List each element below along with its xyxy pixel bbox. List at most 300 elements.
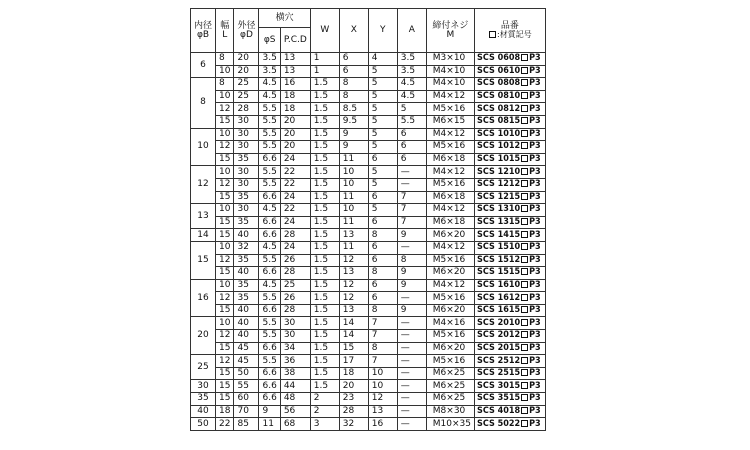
material-box-icon <box>521 231 528 238</box>
cell-width: 12 <box>216 178 234 191</box>
cell-side-hole-s: 5.5 <box>259 317 280 330</box>
cell-a: 7 <box>397 191 426 204</box>
cell-outer-dia: 45 <box>234 355 259 368</box>
cell-y: 6 <box>368 153 397 166</box>
part-no-base: SCS 1015 <box>477 154 521 165</box>
cell-inner-dia: 20 <box>191 317 216 355</box>
cell-w: 1.5 <box>310 292 339 305</box>
part-no-base: SCS 2012 <box>477 330 521 341</box>
cell-screw: M4×12 <box>426 90 474 103</box>
cell-y: 7 <box>368 330 397 343</box>
cell-side-hole-s: 6.6 <box>259 191 280 204</box>
cell-screw: M4×10 <box>426 78 474 91</box>
header-w: W <box>310 9 339 53</box>
cell-w: 1.5 <box>310 103 339 116</box>
cell-a: — <box>397 166 426 179</box>
part-no-base: SCS 1612 <box>477 292 521 303</box>
part-no-suffix: P3 <box>529 292 541 303</box>
cell-width: 15 <box>216 342 234 355</box>
cell-side-hole-s: 4.5 <box>259 241 280 254</box>
cell-part-no <box>475 292 546 305</box>
cell-side-hole-s: 3.5 <box>259 53 280 66</box>
material-box-icon <box>521 256 528 263</box>
part-no-base: SCS 1012 <box>477 141 521 152</box>
part-no-suffix: P3 <box>529 103 541 114</box>
cell-a: 9 <box>397 229 426 242</box>
cell-w: 1.5 <box>310 254 339 267</box>
part-no-base: SCS 2515 <box>477 368 521 379</box>
cell-y: 6 <box>368 279 397 292</box>
cell-screw: M6×15 <box>426 115 474 128</box>
table-row <box>191 393 546 406</box>
material-box-icon <box>521 357 528 364</box>
material-box-icon <box>521 105 528 112</box>
cell-width: 10 <box>216 204 234 217</box>
cell-screw: M4×12 <box>426 128 474 141</box>
cell-pcd: 20 <box>280 128 310 141</box>
cell-side-hole-s: 4.5 <box>259 78 280 91</box>
cell-a: — <box>397 367 426 380</box>
material-box-icon <box>521 205 528 212</box>
cell-outer-dia: 28 <box>234 103 259 116</box>
cell-width: 15 <box>216 115 234 128</box>
table-row <box>191 405 546 418</box>
cell-side-hole-s: 6.6 <box>259 342 280 355</box>
material-box-icon <box>521 420 528 427</box>
cell-pcd: 56 <box>280 405 310 418</box>
cell-y: 12 <box>368 393 397 406</box>
cell-side-hole-s: 5.5 <box>259 355 280 368</box>
cell-side-hole-s: 9 <box>259 405 280 418</box>
table-row <box>191 204 546 217</box>
table-row <box>191 418 546 431</box>
material-box-icon <box>521 130 528 137</box>
cell-width: 12 <box>216 254 234 267</box>
cell-inner-dia: 13 <box>191 204 216 229</box>
header-inner-dia: 内径 φB <box>191 9 216 53</box>
header-screw: 締付ネジ M <box>426 9 474 53</box>
part-no-suffix: P3 <box>529 78 541 89</box>
cell-screw: M4×10 <box>426 65 474 78</box>
table-row <box>191 65 546 78</box>
cell-inner-dia: 14 <box>191 229 216 242</box>
material-box-icon <box>521 394 528 401</box>
cell-width: 15 <box>216 229 234 242</box>
cell-part-no <box>475 65 546 78</box>
cell-screw: M4×12 <box>426 204 474 217</box>
cell-pcd: 24 <box>280 216 310 229</box>
cell-outer-dia: 70 <box>234 405 259 418</box>
table-row <box>191 355 546 368</box>
cell-w: 1.5 <box>310 178 339 191</box>
cell-pcd: 34 <box>280 342 310 355</box>
part-no-suffix: P3 <box>529 393 541 404</box>
cell-w: 1.5 <box>310 304 339 317</box>
table-row <box>191 90 546 103</box>
cell-width: 15 <box>216 216 234 229</box>
part-no-suffix: P3 <box>529 154 541 165</box>
cell-pcd: 48 <box>280 393 310 406</box>
cell-a: — <box>397 178 426 191</box>
cell-y: 8 <box>368 229 397 242</box>
cell-width: 8 <box>216 53 234 66</box>
cell-w: 1 <box>310 65 339 78</box>
cell-pcd: 22 <box>280 178 310 191</box>
cell-screw: M6×20 <box>426 342 474 355</box>
cell-part-no <box>475 393 546 406</box>
cell-width: 12 <box>216 330 234 343</box>
cell-x: 10 <box>339 166 368 179</box>
part-no-base: SCS 3015 <box>477 380 521 391</box>
cell-outer-dia: 35 <box>234 153 259 166</box>
cell-width: 10 <box>216 166 234 179</box>
cell-pcd: 22 <box>280 204 310 217</box>
cell-a: 4.5 <box>397 90 426 103</box>
cell-a: 5 <box>397 103 426 116</box>
cell-outer-dia: 50 <box>234 367 259 380</box>
cell-x: 14 <box>339 317 368 330</box>
part-no-base: SCS 0810 <box>477 91 521 102</box>
table-row <box>191 304 546 317</box>
material-box-icon <box>521 243 528 250</box>
cell-x: 12 <box>339 254 368 267</box>
cell-pcd: 22 <box>280 166 310 179</box>
cell-a: — <box>397 393 426 406</box>
table-row <box>191 317 546 330</box>
cell-part-no <box>475 103 546 116</box>
cell-a: — <box>397 380 426 393</box>
cell-x: 9.5 <box>339 115 368 128</box>
cell-y: 5 <box>368 65 397 78</box>
cell-screw: M4×12 <box>426 166 474 179</box>
material-box-icon <box>521 268 528 275</box>
cell-screw: M6×20 <box>426 229 474 242</box>
header-side-hole-pcd: P.C.D <box>280 28 310 53</box>
part-no-suffix: P3 <box>529 368 541 379</box>
cell-width: 12 <box>216 103 234 116</box>
cell-screw: M6×18 <box>426 191 474 204</box>
material-box-icon <box>521 407 528 414</box>
header-width: 幅 L <box>216 9 234 53</box>
cell-pcd: 30 <box>280 330 310 343</box>
cell-width: 18 <box>216 405 234 418</box>
table-row <box>191 78 546 91</box>
cell-screw: M6×25 <box>426 367 474 380</box>
part-no-suffix: P3 <box>529 128 541 139</box>
cell-pcd: 36 <box>280 355 310 368</box>
cell-outer-dia: 40 <box>234 229 259 242</box>
spec-table-container <box>190 8 546 431</box>
cell-side-hole-s: 6.6 <box>259 267 280 280</box>
cell-outer-dia: 35 <box>234 191 259 204</box>
material-box-icon <box>521 306 528 313</box>
cell-side-hole-s: 5.5 <box>259 141 280 154</box>
cell-outer-dia: 85 <box>234 418 259 431</box>
cell-part-no <box>475 418 546 431</box>
cell-inner-dia: 30 <box>191 380 216 393</box>
cell-w: 1.5 <box>310 330 339 343</box>
cell-side-hole-s: 5.5 <box>259 330 280 343</box>
cell-part-no <box>475 90 546 103</box>
cell-x: 10 <box>339 204 368 217</box>
cell-pcd: 13 <box>280 53 310 66</box>
cell-y: 7 <box>368 317 397 330</box>
part-no-suffix: P3 <box>529 116 541 127</box>
cell-a: — <box>397 317 426 330</box>
part-no-base: SCS 1010 <box>477 128 521 139</box>
cell-inner-dia: 6 <box>191 53 216 78</box>
cell-x: 12 <box>339 279 368 292</box>
part-no-base: SCS 1215 <box>477 191 521 202</box>
cell-x: 6 <box>339 65 368 78</box>
cell-part-no <box>475 166 546 179</box>
material-box-icon <box>521 382 528 389</box>
cell-side-hole-s: 5.5 <box>259 166 280 179</box>
cell-pcd: 26 <box>280 254 310 267</box>
cell-x: 20 <box>339 380 368 393</box>
cell-a: 7 <box>397 204 426 217</box>
cell-outer-dia: 35 <box>234 279 259 292</box>
cell-y: 6 <box>368 191 397 204</box>
cell-y: 6 <box>368 241 397 254</box>
cell-side-hole-s: 11 <box>259 418 280 431</box>
cell-x: 10 <box>339 178 368 191</box>
part-no-base: SCS 5022 <box>477 418 521 429</box>
cell-y: 5 <box>368 103 397 116</box>
cell-side-hole-s: 5.5 <box>259 292 280 305</box>
cell-w: 1.5 <box>310 367 339 380</box>
table-row <box>191 380 546 393</box>
cell-side-hole-s: 4.5 <box>259 279 280 292</box>
cell-outer-dia: 20 <box>234 65 259 78</box>
table-row <box>191 292 546 305</box>
cell-pcd: 24 <box>280 153 310 166</box>
cell-pcd: 18 <box>280 90 310 103</box>
table-row <box>191 153 546 166</box>
cell-w: 1.5 <box>310 191 339 204</box>
cell-x: 11 <box>339 191 368 204</box>
cell-pcd: 18 <box>280 103 310 116</box>
cell-w: 3 <box>310 418 339 431</box>
cell-x: 32 <box>339 418 368 431</box>
cell-pcd: 13 <box>280 65 310 78</box>
cell-pcd: 16 <box>280 78 310 91</box>
cell-side-hole-s: 6.6 <box>259 229 280 242</box>
cell-part-no <box>475 330 546 343</box>
cell-w: 2 <box>310 405 339 418</box>
part-no-suffix: P3 <box>529 279 541 290</box>
cell-screw: M5×16 <box>426 355 474 368</box>
part-no-suffix: P3 <box>529 217 541 228</box>
cell-a: 7 <box>397 216 426 229</box>
material-box-icon <box>521 319 528 326</box>
cell-pcd: 26 <box>280 292 310 305</box>
cell-w: 1.5 <box>310 115 339 128</box>
part-no-base: SCS 1515 <box>477 267 521 278</box>
cell-outer-dia: 40 <box>234 304 259 317</box>
cell-part-no <box>475 267 546 280</box>
cell-part-no <box>475 317 546 330</box>
cell-pcd: 30 <box>280 317 310 330</box>
cell-w: 1.5 <box>310 153 339 166</box>
cell-part-no <box>475 153 546 166</box>
cell-outer-dia: 30 <box>234 128 259 141</box>
cell-side-hole-s: 4.5 <box>259 204 280 217</box>
cell-a: 9 <box>397 279 426 292</box>
cell-inner-dia: 25 <box>191 355 216 380</box>
cell-x: 28 <box>339 405 368 418</box>
cell-side-hole-s: 6.6 <box>259 367 280 380</box>
part-no-suffix: P3 <box>529 65 541 76</box>
cell-x: 13 <box>339 304 368 317</box>
cell-width: 10 <box>216 279 234 292</box>
cell-a: — <box>397 330 426 343</box>
table-row <box>191 166 546 179</box>
cell-a: — <box>397 241 426 254</box>
cell-part-no <box>475 304 546 317</box>
cell-y: 13 <box>368 405 397 418</box>
cell-w: 2 <box>310 393 339 406</box>
cell-outer-dia: 32 <box>234 241 259 254</box>
cell-w: 1 <box>310 53 339 66</box>
cell-x: 9 <box>339 128 368 141</box>
cell-side-hole-s: 5.5 <box>259 128 280 141</box>
material-box-icon <box>521 92 528 99</box>
part-no-base: SCS 0815 <box>477 116 521 127</box>
cell-a: — <box>397 418 426 431</box>
cell-outer-dia: 35 <box>234 216 259 229</box>
cell-side-hole-s: 6.6 <box>259 216 280 229</box>
cell-part-no <box>475 178 546 191</box>
cell-width: 15 <box>216 367 234 380</box>
cell-y: 10 <box>368 380 397 393</box>
material-box-icon <box>521 117 528 124</box>
cell-pcd: 38 <box>280 367 310 380</box>
part-no-suffix: P3 <box>529 204 541 215</box>
cell-pcd: 24 <box>280 241 310 254</box>
part-no-suffix: P3 <box>529 229 541 240</box>
part-no-suffix: P3 <box>529 91 541 102</box>
material-box-icon <box>521 54 528 61</box>
cell-screw: M5×16 <box>426 330 474 343</box>
header-outer-dia: 外径 φD <box>234 9 259 53</box>
cell-y: 6 <box>368 254 397 267</box>
cell-width: 15 <box>216 191 234 204</box>
cell-a: — <box>397 405 426 418</box>
cell-outer-dia: 45 <box>234 342 259 355</box>
cell-width: 10 <box>216 128 234 141</box>
cell-part-no <box>475 204 546 217</box>
cell-side-hole-s: 6.6 <box>259 304 280 317</box>
cell-part-no <box>475 128 546 141</box>
cell-y: 5 <box>368 141 397 154</box>
part-no-base: SCS 2015 <box>477 342 521 353</box>
cell-width: 15 <box>216 304 234 317</box>
cell-outer-dia: 55 <box>234 380 259 393</box>
material-box-icon <box>521 218 528 225</box>
cell-w: 1.5 <box>310 342 339 355</box>
material-box-icon <box>521 79 528 86</box>
cell-side-hole-s: 6.6 <box>259 153 280 166</box>
part-no-base: SCS 0808 <box>477 78 521 89</box>
cell-w: 1.5 <box>310 380 339 393</box>
cell-a: 3.5 <box>397 65 426 78</box>
material-box-icon <box>521 180 528 187</box>
cell-a: 6 <box>397 128 426 141</box>
cell-y: 4 <box>368 53 397 66</box>
cell-x: 11 <box>339 216 368 229</box>
cell-a: 9 <box>397 304 426 317</box>
cell-side-hole-s: 5.5 <box>259 115 280 128</box>
cell-screw: M5×16 <box>426 292 474 305</box>
cell-part-no <box>475 191 546 204</box>
part-no-suffix: P3 <box>529 267 541 278</box>
cell-x: 11 <box>339 241 368 254</box>
cell-screw: M6×18 <box>426 216 474 229</box>
part-no-suffix: P3 <box>529 342 541 353</box>
cell-outer-dia: 40 <box>234 330 259 343</box>
cell-x: 18 <box>339 367 368 380</box>
part-no-base: SCS 1310 <box>477 204 521 215</box>
cell-screw: M10×35 <box>426 418 474 431</box>
table-row <box>191 178 546 191</box>
cell-outer-dia: 35 <box>234 254 259 267</box>
cell-width: 15 <box>216 267 234 280</box>
cell-inner-dia: 10 <box>191 128 216 166</box>
header-side-hole: 横穴 <box>259 9 310 28</box>
cell-part-no <box>475 367 546 380</box>
header-x: X <box>339 9 368 53</box>
cell-y: 8 <box>368 267 397 280</box>
part-no-base: SCS 1510 <box>477 242 521 253</box>
cell-side-hole-s: 4.5 <box>259 90 280 103</box>
table-row <box>191 254 546 267</box>
cell-part-no <box>475 115 546 128</box>
cell-screw: M6×25 <box>426 393 474 406</box>
header-y: Y <box>368 9 397 53</box>
cell-screw: M5×16 <box>426 103 474 116</box>
cell-w: 1.5 <box>310 267 339 280</box>
cell-part-no <box>475 53 546 66</box>
cell-a: 3.5 <box>397 53 426 66</box>
cell-y: 5 <box>368 204 397 217</box>
table-row <box>191 53 546 66</box>
cell-y: 5 <box>368 115 397 128</box>
part-no-suffix: P3 <box>529 355 541 366</box>
cell-pcd: 68 <box>280 418 310 431</box>
cell-w: 1.5 <box>310 216 339 229</box>
cell-outer-dia: 30 <box>234 141 259 154</box>
cell-w: 1.5 <box>310 355 339 368</box>
part-no-base: SCS 0608 <box>477 53 521 64</box>
cell-x: 15 <box>339 342 368 355</box>
cell-x: 23 <box>339 393 368 406</box>
cell-pcd: 20 <box>280 115 310 128</box>
cell-w: 1.5 <box>310 128 339 141</box>
material-box-icon <box>521 155 528 162</box>
part-no-base: SCS 1210 <box>477 166 521 177</box>
header-a: A <box>397 9 426 53</box>
cell-inner-dia: 40 <box>191 405 216 418</box>
cell-w: 1.5 <box>310 141 339 154</box>
cell-pcd: 28 <box>280 304 310 317</box>
cell-a: — <box>397 355 426 368</box>
table-body <box>191 53 546 431</box>
cell-screw: M6×18 <box>426 153 474 166</box>
cell-width: 10 <box>216 90 234 103</box>
cell-y: 5 <box>368 90 397 103</box>
cell-y: 5 <box>368 166 397 179</box>
